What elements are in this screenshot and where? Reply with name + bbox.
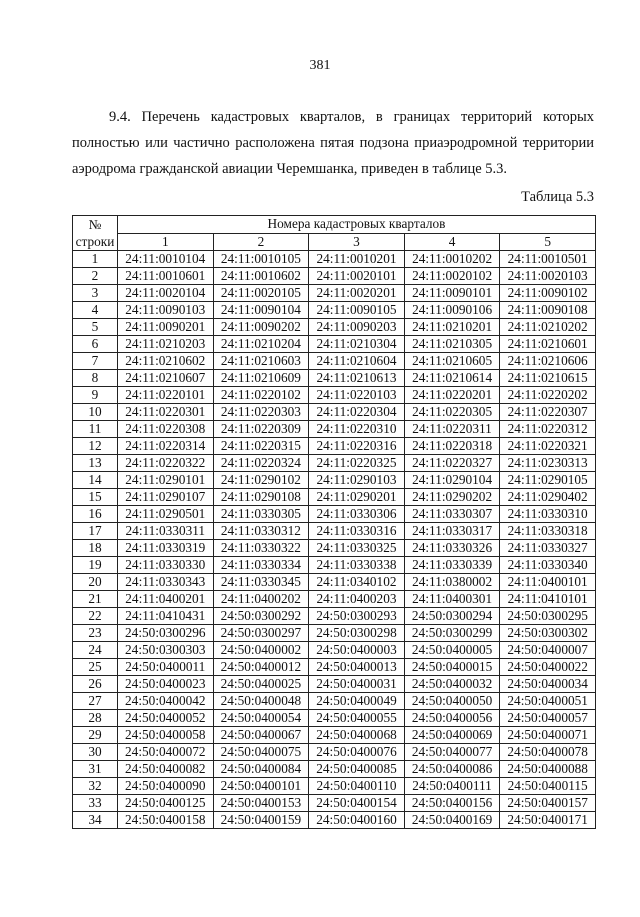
cadastral-number-cell: 24:50:0400051 bbox=[500, 693, 596, 710]
row-number-cell: 2 bbox=[73, 268, 118, 285]
cadastral-number-cell: 24:11:0400301 bbox=[404, 591, 500, 608]
cadastral-number-cell: 24:11:0340102 bbox=[309, 574, 405, 591]
table-row bbox=[73, 693, 596, 710]
cadastral-number-cell: 24:11:0210601 bbox=[500, 336, 596, 353]
table-row bbox=[73, 778, 596, 795]
cadastral-number-cell: 24:11:0090108 bbox=[500, 302, 596, 319]
page-number: 381 bbox=[309, 58, 331, 73]
cadastral-number-cell: 24:50:0400078 bbox=[500, 744, 596, 761]
cadastral-number-cell: 24:11:0090201 bbox=[118, 319, 214, 336]
cadastral-number-cell: 24:11:0090101 bbox=[404, 285, 500, 302]
cadastral-number-cell: 24:11:0010501 bbox=[500, 251, 596, 268]
cadastral-number-cell: 24:50:0400058 bbox=[118, 727, 214, 744]
cadastral-number-cell: 24:50:0400023 bbox=[118, 676, 214, 693]
cadastral-number-cell: 24:11:0220310 bbox=[309, 421, 405, 438]
cadastral-number-cell: 24:11:0290107 bbox=[118, 489, 214, 506]
cadastral-number-cell: 24:11:0220311 bbox=[404, 421, 500, 438]
cadastral-number-cell: 24:11:0010602 bbox=[213, 268, 309, 285]
row-number-cell: 14 bbox=[73, 472, 118, 489]
table-row bbox=[73, 812, 596, 829]
row-number-cell: 12 bbox=[73, 438, 118, 455]
cadastral-number-cell: 24:11:0210605 bbox=[404, 353, 500, 370]
cadastral-number-cell: 24:50:0300297 bbox=[213, 625, 309, 642]
header-cadastral-numbers: Номера кадастровых кварталов bbox=[118, 216, 596, 234]
header-column-number: 5 bbox=[500, 233, 596, 251]
cadastral-number-cell: 24:11:0210607 bbox=[118, 370, 214, 387]
row-number-cell: 33 bbox=[73, 795, 118, 812]
table-header bbox=[73, 216, 596, 251]
table-row bbox=[73, 251, 596, 268]
cadastral-number-cell: 24:11:0330330 bbox=[118, 557, 214, 574]
row-number-cell: 9 bbox=[73, 387, 118, 404]
cadastral-number-cell: 24:11:0210614 bbox=[404, 370, 500, 387]
row-number-cell: 16 bbox=[73, 506, 118, 523]
table-row bbox=[73, 268, 596, 285]
cadastral-number-cell: 24:50:0400076 bbox=[309, 744, 405, 761]
cadastral-number-cell: 24:11:0220325 bbox=[309, 455, 405, 472]
cadastral-number-cell: 24:50:0300298 bbox=[309, 625, 405, 642]
cadastral-number-cell: 24:11:0330317 bbox=[404, 523, 500, 540]
cadastral-number-cell: 24:11:0330322 bbox=[213, 540, 309, 557]
row-number-cell: 31 bbox=[73, 761, 118, 778]
cadastral-number-cell: 24:50:0400011 bbox=[118, 659, 214, 676]
cadastral-number-cell: 24:11:0010201 bbox=[309, 251, 405, 268]
cadastral-number-cell: 24:50:0300296 bbox=[118, 625, 214, 642]
row-number-cell: 23 bbox=[73, 625, 118, 642]
cadastral-number-cell: 24:11:0290104 bbox=[404, 472, 500, 489]
table-row bbox=[73, 506, 596, 523]
table-row bbox=[73, 591, 596, 608]
cadastral-number-cell: 24:11:0090103 bbox=[118, 302, 214, 319]
table-row bbox=[73, 455, 596, 472]
cadastral-number-cell: 24:50:0400090 bbox=[118, 778, 214, 795]
row-number-cell: 18 bbox=[73, 540, 118, 557]
cadastral-number-cell: 24:11:0330316 bbox=[309, 523, 405, 540]
row-number-cell: 10 bbox=[73, 404, 118, 421]
cadastral-number-cell: 24:11:0410431 bbox=[118, 608, 214, 625]
cadastral-number-cell: 24:11:0400203 bbox=[309, 591, 405, 608]
table-row bbox=[73, 523, 596, 540]
cadastral-number-cell: 24:50:0400031 bbox=[309, 676, 405, 693]
cadastral-number-cell: 24:11:0290105 bbox=[500, 472, 596, 489]
cadastral-number-cell: 24:50:0400075 bbox=[213, 744, 309, 761]
cadastral-number-cell: 24:11:0210603 bbox=[213, 353, 309, 370]
cadastral-number-cell: 24:50:0400050 bbox=[404, 693, 500, 710]
cadastral-number-cell: 24:50:0400013 bbox=[309, 659, 405, 676]
cadastral-number-cell: 24:11:0290402 bbox=[500, 489, 596, 506]
table-row bbox=[73, 642, 596, 659]
cadastral-number-cell: 24:11:0220314 bbox=[118, 438, 214, 455]
row-number-cell: 7 bbox=[73, 353, 118, 370]
table-caption: Таблица 5.3 bbox=[521, 189, 594, 205]
cadastral-number-cell: 24:11:0290202 bbox=[404, 489, 500, 506]
cadastral-number-cell: 24:50:0400069 bbox=[404, 727, 500, 744]
header-column-numbers bbox=[73, 233, 596, 251]
cadastral-number-cell: 24:11:0220312 bbox=[500, 421, 596, 438]
cadastral-number-cell: 24:50:0400082 bbox=[118, 761, 214, 778]
cadastral-number-cell: 24:11:0020104 bbox=[118, 285, 214, 302]
cadastral-number-cell: 24:11:0090106 bbox=[404, 302, 500, 319]
cadastral-number-cell: 24:11:0220309 bbox=[213, 421, 309, 438]
cadastral-number-cell: 24:50:0400007 bbox=[500, 642, 596, 659]
cadastral-number-cell: 24:11:0330325 bbox=[309, 540, 405, 557]
cadastral-number-cell: 24:11:0330334 bbox=[213, 557, 309, 574]
cadastral-number-cell: 24:11:0020201 bbox=[309, 285, 405, 302]
row-number-cell: 19 bbox=[73, 557, 118, 574]
cadastral-number-cell: 24:11:0210304 bbox=[309, 336, 405, 353]
cadastral-number-cell: 24:11:0210602 bbox=[118, 353, 214, 370]
cadastral-number-cell: 24:50:0400057 bbox=[500, 710, 596, 727]
cadastral-number-cell: 24:11:0210615 bbox=[500, 370, 596, 387]
cadastral-number-cell: 24:11:0210305 bbox=[404, 336, 500, 353]
cadastral-number-cell: 24:11:0400202 bbox=[213, 591, 309, 608]
row-number-cell: 13 bbox=[73, 455, 118, 472]
cadastral-number-cell: 24:50:0400025 bbox=[213, 676, 309, 693]
cadastral-number-cell: 24:50:0400159 bbox=[213, 812, 309, 829]
cadastral-number-cell: 24:11:0020102 bbox=[404, 268, 500, 285]
cadastral-number-cell: 24:11:0210604 bbox=[309, 353, 405, 370]
row-number-cell: 15 bbox=[73, 489, 118, 506]
cadastral-number-cell: 24:50:0300303 bbox=[118, 642, 214, 659]
cadastral-number-cell: 24:11:0090202 bbox=[213, 319, 309, 336]
cadastral-number-cell: 24:11:0400101 bbox=[500, 574, 596, 591]
cadastral-number-cell: 24:50:0400110 bbox=[309, 778, 405, 795]
cadastral-number-cell: 24:50:0400022 bbox=[500, 659, 596, 676]
cadastral-number-cell: 24:11:0210202 bbox=[500, 319, 596, 336]
table-row bbox=[73, 404, 596, 421]
table-row bbox=[73, 659, 596, 676]
cadastral-number-cell: 24:50:0400072 bbox=[118, 744, 214, 761]
cadastral-number-cell: 24:50:0400003 bbox=[309, 642, 405, 659]
cadastral-number-cell: 24:50:0400154 bbox=[309, 795, 405, 812]
cadastral-number-cell: 24:11:0010202 bbox=[404, 251, 500, 268]
table-row bbox=[73, 795, 596, 812]
cadastral-number-cell: 24:50:0400169 bbox=[404, 812, 500, 829]
cadastral-number-cell: 24:50:0400049 bbox=[309, 693, 405, 710]
row-number-cell: 24 bbox=[73, 642, 118, 659]
row-number-cell: 11 bbox=[73, 421, 118, 438]
cadastral-number-cell: 24:11:0210613 bbox=[309, 370, 405, 387]
cadastral-number-cell: 24:11:0210609 bbox=[213, 370, 309, 387]
cadastral-number-cell: 24:11:0210203 bbox=[118, 336, 214, 353]
cadastral-number-cell: 24:11:0330326 bbox=[404, 540, 500, 557]
cadastral-number-cell: 24:50:0400115 bbox=[500, 778, 596, 795]
table-row bbox=[73, 489, 596, 506]
cadastral-number-cell: 24:11:0220307 bbox=[500, 404, 596, 421]
cadastral-number-cell: 24:50:0400153 bbox=[213, 795, 309, 812]
cadastral-number-cell: 24:50:0400160 bbox=[309, 812, 405, 829]
cadastral-number-cell: 24:11:0220308 bbox=[118, 421, 214, 438]
row-number-cell: 25 bbox=[73, 659, 118, 676]
cadastral-number-cell: 24:11:0330318 bbox=[500, 523, 596, 540]
cadastral-number-cell: 24:11:0220327 bbox=[404, 455, 500, 472]
table-row bbox=[73, 540, 596, 557]
table-row bbox=[73, 676, 596, 693]
table-row bbox=[73, 625, 596, 642]
cadastral-number-cell: 24:11:0220101 bbox=[118, 387, 214, 404]
cadastral-number-cell: 24:11:0090102 bbox=[500, 285, 596, 302]
cadastral-number-cell: 24:11:0090105 bbox=[309, 302, 405, 319]
cadastral-number-cell: 24:11:0220103 bbox=[309, 387, 405, 404]
cadastral-number-cell: 24:11:0010104 bbox=[118, 251, 214, 268]
row-number-cell: 27 bbox=[73, 693, 118, 710]
cadastral-number-cell: 24:11:0220321 bbox=[500, 438, 596, 455]
cadastral-number-cell: 24:50:0400158 bbox=[118, 812, 214, 829]
cadastral-number-cell: 24:11:0410101 bbox=[500, 591, 596, 608]
cadastral-number-cell: 24:50:0400054 bbox=[213, 710, 309, 727]
cadastral-number-cell: 24:11:0220315 bbox=[213, 438, 309, 455]
cadastral-number-cell: 24:50:0300292 bbox=[213, 608, 309, 625]
cadastral-number-cell: 24:11:0230313 bbox=[500, 455, 596, 472]
cadastral-number-cell: 24:50:0400084 bbox=[213, 761, 309, 778]
cadastral-number-cell: 24:50:0400157 bbox=[500, 795, 596, 812]
cadastral-number-cell: 24:50:0300299 bbox=[404, 625, 500, 642]
row-number-cell: 1 bbox=[73, 251, 118, 268]
cadastral-number-cell: 24:11:0220102 bbox=[213, 387, 309, 404]
cadastral-number-cell: 24:11:0330306 bbox=[309, 506, 405, 523]
cadastral-number-cell: 24:11:0010105 bbox=[213, 251, 309, 268]
cadastral-number-cell: 24:11:0290501 bbox=[118, 506, 214, 523]
cadastral-number-cell: 24:11:0290108 bbox=[213, 489, 309, 506]
cadastral-number-cell: 24:11:0220301 bbox=[118, 404, 214, 421]
header-column-number: 2 bbox=[213, 233, 309, 251]
cadastral-number-cell: 24:11:0330340 bbox=[500, 557, 596, 574]
cadastral-number-cell: 24:50:0400071 bbox=[500, 727, 596, 744]
header-column-number: 1 bbox=[118, 233, 214, 251]
table-row bbox=[73, 744, 596, 761]
cadastral-number-cell: 24:11:0020101 bbox=[309, 268, 405, 285]
table-row bbox=[73, 387, 596, 404]
cadastral-number-cell: 24:11:0330310 bbox=[500, 506, 596, 523]
cadastral-number-cell: 24:11:0220303 bbox=[213, 404, 309, 421]
cadastral-number-cell: 24:50:0400088 bbox=[500, 761, 596, 778]
table-row bbox=[73, 608, 596, 625]
cadastral-number-cell: 24:11:0330338 bbox=[309, 557, 405, 574]
cadastral-number-cell: 24:50:0400002 bbox=[213, 642, 309, 659]
cadastral-number-cell: 24:50:0400067 bbox=[213, 727, 309, 744]
table-row bbox=[73, 336, 596, 353]
cadastral-number-cell: 24:11:0330312 bbox=[213, 523, 309, 540]
row-number-cell: 5 bbox=[73, 319, 118, 336]
cadastral-number-cell: 24:11:0220322 bbox=[118, 455, 214, 472]
cadastral-number-cell: 24:11:0380002 bbox=[404, 574, 500, 591]
row-number-cell: 17 bbox=[73, 523, 118, 540]
cadastral-number-cell: 24:11:0210204 bbox=[213, 336, 309, 353]
row-number-cell: 20 bbox=[73, 574, 118, 591]
cadastral-number-cell: 24:11:0290102 bbox=[213, 472, 309, 489]
cadastral-number-cell: 24:11:0330345 bbox=[213, 574, 309, 591]
cadastral-number-cell: 24:50:0400085 bbox=[309, 761, 405, 778]
cadastral-number-cell: 24:50:0400055 bbox=[309, 710, 405, 727]
cadastral-number-cell: 24:50:0400086 bbox=[404, 761, 500, 778]
cadastral-number-cell: 24:11:0330327 bbox=[500, 540, 596, 557]
cadastral-number-cell: 24:50:0400156 bbox=[404, 795, 500, 812]
cadastral-number-cell: 24:50:0400032 bbox=[404, 676, 500, 693]
cadastral-number-cell: 24:11:0220305 bbox=[404, 404, 500, 421]
cadastral-number-cell: 24:50:0400068 bbox=[309, 727, 405, 744]
cadastral-number-cell: 24:50:0400042 bbox=[118, 693, 214, 710]
cadastral-number-cell: 24:11:0330311 bbox=[118, 523, 214, 540]
header-row-number-symbol: № bbox=[88, 217, 102, 232]
header-row-number bbox=[73, 216, 118, 251]
cadastral-number-cell: 24:11:0210201 bbox=[404, 319, 500, 336]
cadastral-number-cell: 24:11:0330343 bbox=[118, 574, 214, 591]
row-number-cell: 4 bbox=[73, 302, 118, 319]
table-row bbox=[73, 319, 596, 336]
cadastral-number-cell: 24:11:0210606 bbox=[500, 353, 596, 370]
cadastral-number-cell: 24:50:0400012 bbox=[213, 659, 309, 676]
cadastral-number-cell: 24:50:0300302 bbox=[500, 625, 596, 642]
row-number-cell: 8 bbox=[73, 370, 118, 387]
cadastral-number-cell: 24:50:0400077 bbox=[404, 744, 500, 761]
cadastral-number-cell: 24:50:0300295 bbox=[500, 608, 596, 625]
cadastral-number-cell: 24:50:0300293 bbox=[309, 608, 405, 625]
row-number-cell: 29 bbox=[73, 727, 118, 744]
table-row bbox=[73, 557, 596, 574]
cadastral-number-cell: 24:11:0330305 bbox=[213, 506, 309, 523]
cadastral-number-cell: 24:11:0330339 bbox=[404, 557, 500, 574]
cadastral-number-cell: 24:50:0300294 bbox=[404, 608, 500, 625]
cadastral-number-cell: 24:50:0400048 bbox=[213, 693, 309, 710]
cadastral-number-cell: 24:11:0220201 bbox=[404, 387, 500, 404]
table-body bbox=[73, 251, 596, 829]
cadastral-number-cell: 24:11:0090203 bbox=[309, 319, 405, 336]
cadastral-number-cell: 24:50:0400015 bbox=[404, 659, 500, 676]
cadastral-number-cell: 24:11:0220304 bbox=[309, 404, 405, 421]
cadastral-number-cell: 24:11:0220202 bbox=[500, 387, 596, 404]
row-number-cell: 3 bbox=[73, 285, 118, 302]
cadastral-number-cell: 24:11:0290101 bbox=[118, 472, 214, 489]
row-number-cell: 32 bbox=[73, 778, 118, 795]
cadastral-number-cell: 24:11:0220316 bbox=[309, 438, 405, 455]
cadastral-number-cell: 24:11:0330307 bbox=[404, 506, 500, 523]
table-row bbox=[73, 353, 596, 370]
cadastral-quarters-table bbox=[72, 215, 596, 829]
cadastral-number-cell: 24:50:0400052 bbox=[118, 710, 214, 727]
cadastral-number-cell: 24:11:0020103 bbox=[500, 268, 596, 285]
cadastral-number-cell: 24:11:0010601 bbox=[118, 268, 214, 285]
cadastral-number-cell: 24:50:0400101 bbox=[213, 778, 309, 795]
cadastral-number-cell: 24:11:0020105 bbox=[213, 285, 309, 302]
intro-paragraph: 9.4. Перечень кадастровых кварталов, в границах территорий которых полностью или частично расположена пятая подзона приаэродромной территории аэродрома гражданской авиации Черемшанка, приведен в таблице 5.3. bbox=[72, 109, 594, 177]
table-row bbox=[73, 727, 596, 744]
table-row bbox=[73, 285, 596, 302]
row-number-cell: 28 bbox=[73, 710, 118, 727]
cadastral-number-cell: 24:50:0400111 bbox=[404, 778, 500, 795]
table-row bbox=[73, 574, 596, 591]
row-number-cell: 30 bbox=[73, 744, 118, 761]
row-number-cell: 22 bbox=[73, 608, 118, 625]
cadastral-number-cell: 24:11:0220318 bbox=[404, 438, 500, 455]
header-column-number: 3 bbox=[309, 233, 405, 251]
cadastral-number-cell: 24:11:0090104 bbox=[213, 302, 309, 319]
row-number-cell: 26 bbox=[73, 676, 118, 693]
row-number-cell: 6 bbox=[73, 336, 118, 353]
row-number-cell: 21 bbox=[73, 591, 118, 608]
cadastral-number-cell: 24:50:0400005 bbox=[404, 642, 500, 659]
cadastral-number-cell: 24:50:0400034 bbox=[500, 676, 596, 693]
table-row bbox=[73, 302, 596, 319]
cadastral-number-cell: 24:11:0220324 bbox=[213, 455, 309, 472]
row-number-cell: 34 bbox=[73, 812, 118, 829]
cadastral-number-cell: 24:11:0400201 bbox=[118, 591, 214, 608]
table-row bbox=[73, 710, 596, 727]
cadastral-number-cell: 24:11:0330319 bbox=[118, 540, 214, 557]
header-row-number-label: строки bbox=[75, 234, 115, 249]
cadastral-number-cell: 24:11:0290103 bbox=[309, 472, 405, 489]
table-row bbox=[73, 370, 596, 387]
header-column-number: 4 bbox=[404, 233, 500, 251]
table-row bbox=[73, 472, 596, 489]
cadastral-number-cell: 24:50:0400125 bbox=[118, 795, 214, 812]
table-row bbox=[73, 761, 596, 778]
cadastral-number-cell: 24:50:0400056 bbox=[404, 710, 500, 727]
table-row bbox=[73, 421, 596, 438]
table-row bbox=[73, 438, 596, 455]
cadastral-number-cell: 24:50:0400171 bbox=[500, 812, 596, 829]
cadastral-number-cell: 24:11:0290201 bbox=[309, 489, 405, 506]
